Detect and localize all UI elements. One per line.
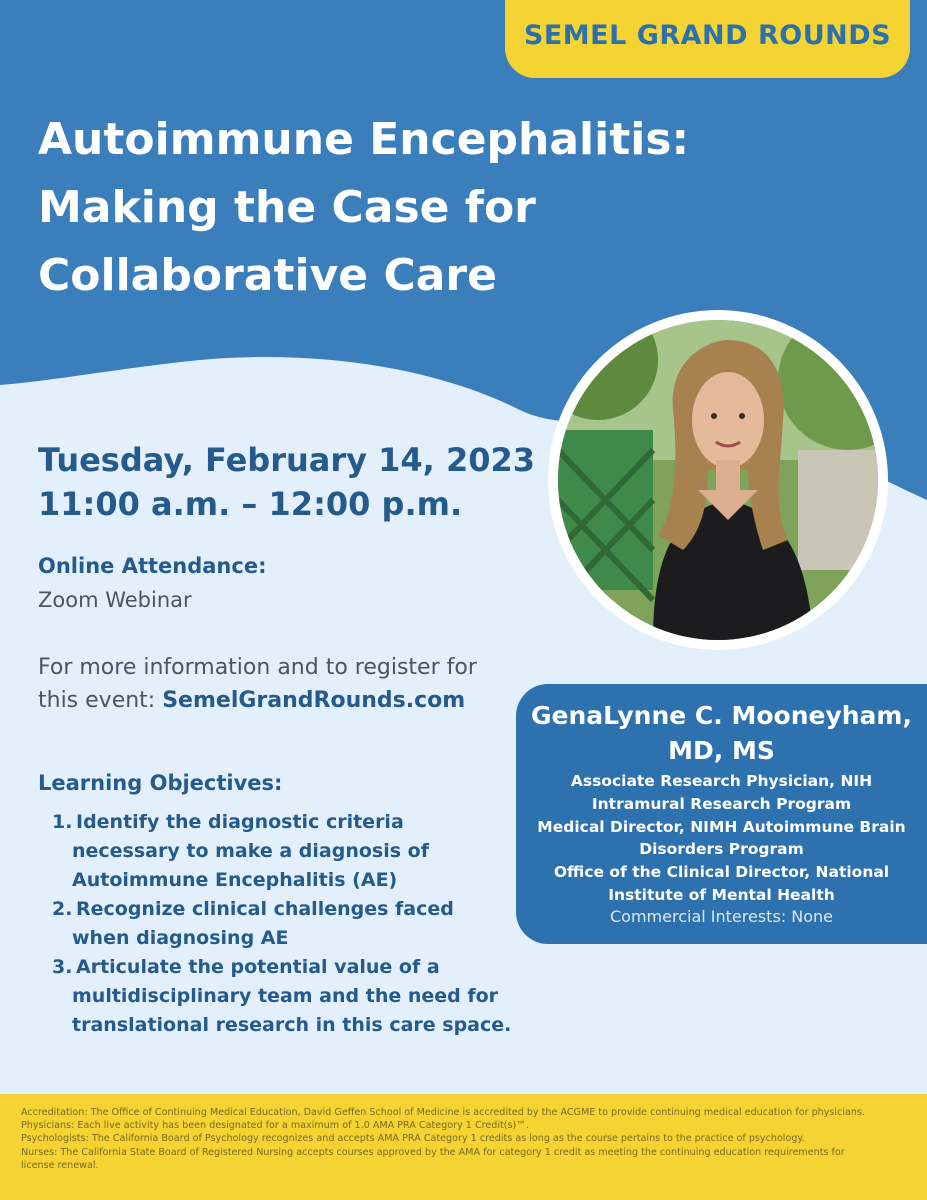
- speaker-portrait-image: [558, 320, 878, 640]
- objective-item: [52, 808, 512, 895]
- speaker-roles: [534, 770, 909, 907]
- attendance-label: Online Attendance:: [38, 554, 267, 578]
- accreditation-footer: [0, 1094, 927, 1200]
- series-banner: [505, 0, 910, 78]
- speaker-info-box: [516, 684, 927, 944]
- objective-line: Identify the diagnostic criteria: [76, 811, 404, 833]
- event-datetime: [38, 438, 535, 526]
- objective-line: translational research in this care space.: [72, 1014, 512, 1036]
- speaker-role-line: Intramural Research Program: [591, 794, 852, 813]
- speaker-role-line: Institute of Mental Health: [608, 885, 835, 904]
- series-label: SEMEL GRAND ROUNDS: [523, 20, 892, 51]
- objective-line: multidisciplinary team and the need for: [72, 985, 499, 1007]
- info-text-line: [38, 684, 508, 717]
- footer-line: Nurses: The California State Board of Registered Nursing accepts courses approved by the AMA for category 1 credit as meeting the continuing education requirements for: [21, 1146, 845, 1158]
- title-line: Autoimmune Encephalitis:: [38, 114, 690, 165]
- accreditation-text: [21, 1106, 911, 1172]
- objectives-list: [52, 808, 512, 1040]
- objective-line: Recognize clinical challenges faced: [76, 898, 454, 920]
- objective-number: 1.: [52, 811, 73, 833]
- speaker-photo: [548, 310, 888, 650]
- footer-line: Physicians: Each live activity has been designated for a maximum of 1.0 AMA PRA Category 1 Credit(s)™.: [21, 1120, 529, 1132]
- speaker-role-line: Office of the Clinical Director, National: [553, 863, 890, 882]
- speaker-role-line: Medical Director, NIMH Autoimmune Brain: [537, 817, 906, 836]
- footer-line: Psychologists: The California Board of Psychology recognizes and accepts AMA PRA Category 1 credits as long as the course pertains to the practice of psychology.: [21, 1133, 805, 1145]
- speaker-name-line: GenaLynne C. Mooneyham,: [531, 701, 912, 730]
- objective-number: 2.: [52, 898, 73, 920]
- objective-item: [52, 895, 512, 953]
- footer-line: Accreditation: The Office of Continuing Medical Education, David Geffen School of Medicine is accredited by the ACGME to provide continuing medical education for physicians.: [21, 1107, 866, 1118]
- objective-line: when diagnosing AE: [72, 927, 289, 949]
- speaker-credentials: MD, MS: [668, 736, 775, 765]
- speaker-role-line: Associate Research Physician, NIH: [570, 772, 873, 790]
- info-text-line: For more information and to register for: [38, 655, 477, 680]
- info-text-prefix: this event:: [38, 688, 163, 713]
- event-time: 11:00 a.m. – 12:00 p.m.: [38, 485, 463, 523]
- objective-line: necessary to make a diagnosis of: [72, 840, 429, 862]
- event-date: Tuesday, February 14, 2023: [38, 441, 536, 479]
- objectives-heading: Learning Objectives:: [38, 771, 283, 795]
- title-line: Making the Case for: [38, 182, 536, 233]
- objective-line: Autoimmune Encephalitis (AE): [72, 869, 398, 891]
- registration-info: [38, 651, 508, 717]
- objective-number: 3.: [52, 956, 73, 978]
- attendance-value: Zoom Webinar: [38, 588, 192, 612]
- speaker-role-line: Disorders Program: [639, 840, 804, 859]
- speaker-name: [516, 698, 927, 768]
- footer-line: license renewal.: [21, 1159, 99, 1171]
- objective-line: Articulate the potential value of a: [76, 956, 440, 978]
- commercial-interests: Commercial Interests: None: [610, 907, 833, 926]
- registration-link[interactable]: SemelGrandRounds.com: [162, 688, 466, 713]
- event-title: [38, 106, 718, 310]
- title-line: Collaborative Care: [38, 250, 497, 301]
- objective-item: [52, 953, 512, 1040]
